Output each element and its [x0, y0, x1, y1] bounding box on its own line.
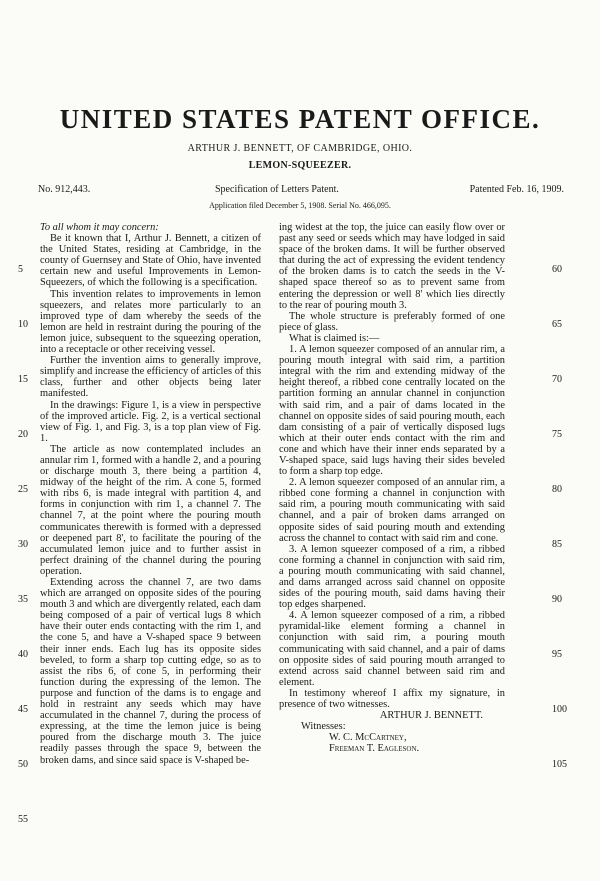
- paragraph: ing widest at the top, the juice can easily flow over or past any seed or seeds which may have lodged in said space of the broken dams. It will be further observed that during the act of expressing the evident tendency of the broken dams is to catch the seeds in the V-shaped space thereof so as to prevent same from entering the depression or well 8' which lies directly to the rear of pouring mouth 3.: [279, 222, 505, 311]
- line-number: 50: [18, 759, 28, 770]
- paragraph: Further the invention aims to generally improve, simplify and increase the efficiency of articles of this class, further and other objects being later manifested.: [40, 355, 261, 400]
- claim: 2. A lemon squeezer composed of an annular rim, a ribbed cone forming a channel in conjunction with said rim, a pouring mouth communicating with said channel, and a pair of broken dams arranged on opposite sides of said pouring mouth and extending across the channel to contact with said rim and cone.: [279, 477, 505, 544]
- invention-title: LEMON-SQUEEZER.: [248, 160, 352, 171]
- office-title: UNITED STATES PATENT OFFICE.: [59, 104, 541, 134]
- witnesses-label: Witnesses:: [301, 721, 346, 733]
- line-number: 65: [552, 319, 562, 330]
- paragraph: In the drawings: Figure 1, is a view in perspective of the improved article. Fig. 2, is a vertical sectional view of Fig. 1, and Fig. 3, is a top plan view of Fig. 1.: [40, 399, 261, 444]
- left-column: [40, 222, 261, 766]
- line-number: 20: [18, 429, 28, 440]
- line-number: 40: [18, 649, 28, 660]
- right-column: [279, 222, 505, 755]
- paragraph: The article as now contemplated includes an annular rim 1, formed with a handle 2, and a pouring or discharge mouth 3, there being a partition 4, midway of the height of the rim. A cone 5, formed with ribs 6, is made integral with partition 4, and forms in conjunction with rim 1, a channel 7. The channel 7, at the point where the pouring mouth communicates therewith is formed with a depressed or deepened part 8', to facilitate the pouring of the accumulated lemon juice and to further assist in perfect draining of the channel during the pouring operation.: [40, 443, 261, 577]
- application-line: Application filed December 5, 1908. Serial No. 466,095.: [209, 201, 391, 210]
- line-number: 15: [18, 374, 28, 385]
- salutation: To all whom it may concern:: [40, 222, 159, 233]
- witness-name: Freeman T. Eagleson.: [329, 743, 420, 755]
- line-number: 25: [18, 484, 28, 495]
- witness-name: W. C. McCartney,: [329, 732, 407, 744]
- line-number: 80: [552, 484, 562, 495]
- line-number: 35: [18, 594, 28, 605]
- spec-label: Specification of Letters Patent.: [215, 184, 339, 195]
- line-number: 55: [18, 814, 28, 825]
- line-number: 70: [552, 374, 562, 385]
- paragraph: Be it known that I, Arthur J. Bennett, a citizen of the United States, residing at Cambridge, in the county of Guernsey and State of Ohio, have invented certain new and useful Improvements in Lemon-Squeezers, of which the following is a specification.: [40, 233, 261, 289]
- inventor-signature: ARTHUR J. BENNETT.: [379, 710, 483, 722]
- claim: 1. A lemon squeezer composed of an annular rim, a pouring mouth integral with said rim, a partition integral with the rim and extending midway of the height thereof, a ribbed cone centrally located on the partition forming an annular channel in conjunction with said rim, and a pair of dams located in the channel on opposite sides of said pouring mouth, each dam consisting of a pair of vertically disposed lugs which at their outer ends contact with the rim and cone and which have their inner ends separated by a V-shaped space, said lugs having their sides beveled to form a sharp top edge.: [279, 344, 505, 478]
- claim: 3. A lemon squeezer composed of a rim, a ribbed cone forming a channel in conjunction with said rim, a pouring mouth communicating with said channel, and dams arranged across said channel on opposite sides of the pouring mouth, said dams having their top edges sharpened.: [279, 543, 505, 611]
- line-number: 85: [552, 539, 562, 550]
- inventor-line: ARTHUR J. BENNETT, OF CAMBRIDGE, OHIO.: [187, 143, 413, 154]
- line-number: 100: [552, 704, 567, 715]
- paragraph: Extending across the channel 7, are two dams which are arranged on opposite sides of the pouring mouth 3 and which are divergently related, each dam being composed of a pair of vertical lugs 8 which have their outer ends contacting with the rim 1, and the cone 5, and have a V-shaped space 9 between their inner ends. Each lug has its opposite sides beveled, to form a sharp top cutting edge, so as to assist the ribs 6, of cone 5, in performing their function during the expressing of the lemon. The purpose and function of the dams is to engage and hold in restraint any seeds which may have accumulated in the channel 7, during the process of expressing, at the time the lemon juice is being poured from the discharge mouth 3. The juice readily passes through the space 9, between the broken dams, and since said space is V-shaped be-: [40, 577, 261, 766]
- paragraph: The whole structure is preferably formed of one piece of glass.: [279, 310, 505, 333]
- line-number: 45: [18, 704, 28, 715]
- paragraph: This invention relates to improvements in lemon squeezers, and relates more particularly to an improved type of dam whereby the seeds of the lemon are held in restraint during the pouring of the lemon juice, subsequent to the squeezing operation, into a receptacle or other receiving vessel.: [40, 288, 261, 356]
- line-number: 75: [552, 429, 562, 440]
- claim: 4. A lemon squeezer composed of a rim, a ribbed pyramidal-like element forming a channel in conjunction with said rim, a pouring mouth communicating with said channel, and a pair of dams on opposite sides of said pouring mouth arranged to extend across said channel between said rim and element.: [279, 610, 505, 688]
- line-number: 10: [18, 319, 28, 330]
- testimony: In testimony whereof I affix my signature, in presence of two witnesses.: [279, 687, 505, 711]
- line-number: 90: [552, 594, 562, 605]
- claims-intro: What is claimed is:—: [289, 332, 380, 344]
- line-number: 105: [552, 759, 567, 770]
- line-number: 60: [552, 264, 562, 275]
- patented-date: Patented Feb. 16, 1909.: [469, 184, 564, 195]
- line-number: 5: [18, 264, 23, 275]
- patent-number: No. 912,443.: [38, 184, 91, 195]
- line-number: 95: [552, 649, 562, 660]
- line-number: 30: [18, 539, 28, 550]
